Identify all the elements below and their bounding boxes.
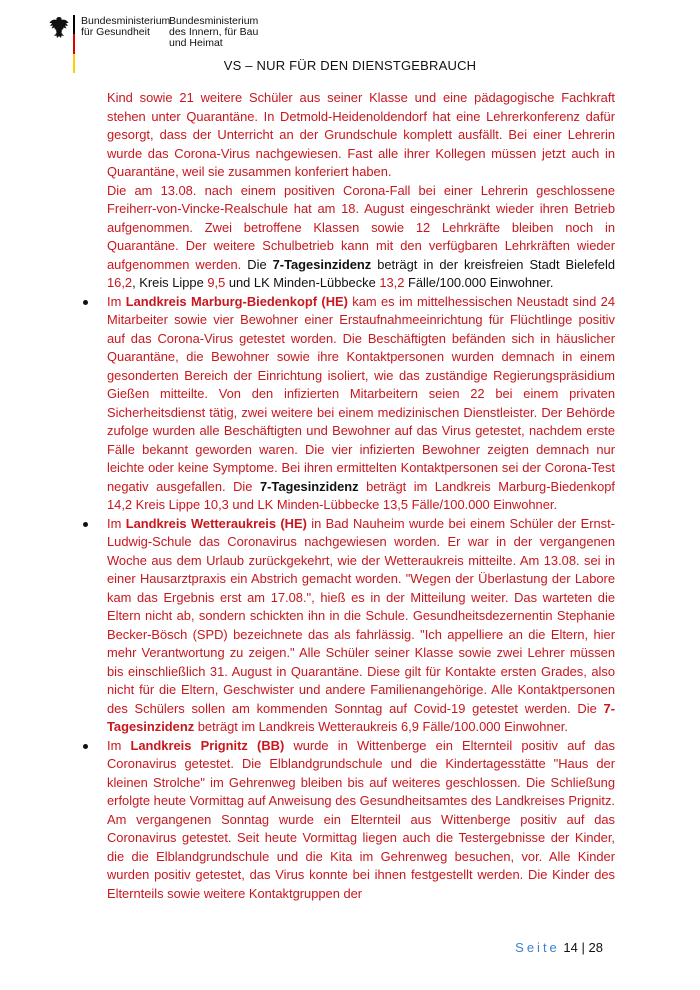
bullet-icon	[83, 744, 88, 749]
bullet-list	[107, 293, 615, 904]
list-item: Im Landkreis Wetteraukreis (HE) in Bad Nauheim wurde bei einem Schüler der Ernst-Ludwig-Schule das Coronavirus nachgewiesen worden. Er war in der vergangenen Woche aus dem Urlaub zurückgekehrt, wie der Wetteraukreis mitteilte. Am 13.08. sei in einer Hausarztpraxis ein Abstrich gemacht worden. "Wegen der Überlastung der Labore kam das Ergebnis erst am 17.08.", hieß es in der Mitteilung weiter. Das warteten die Eltern nicht ab, sondern schickten ihn in die Schule. Gesundheitsdezernentin Stephanie Becker-Bösch (SPD) bezeichnete das als fahrlässig. "Ich appelliere an die Eltern, hier mehr Verantwortung zu zeigen." Alle Schüler seiner Klasse sowie zwei Lehrer müssen bis einschließlich 31. August in Quarantäne. Diese gilt für Kontakte ersten Grades, also nicht für die Eltern, Geschwister und andere Familienangehörige. Alle Kontaktpersonen des Schülers sollen am kommenden Sonntag auf Covid-19 getestet werden. Die 7-Tagesinzidenz beträgt im Landkreis Wetteraukreis 6,9 Fälle/100.000 Einwohner.	[107, 515, 615, 737]
bullet-icon	[83, 300, 88, 305]
classification-label: VS – NUR FÜR DEN DIENSTGEBRAUCH	[223, 58, 477, 73]
page-header	[0, 0, 700, 80]
paragraph: Die am 13.08. nach einem positiven Corona-Fall bei einer Lehrerin geschlossene Freiherr-von-Vincke-Realschule hat am 18. August eingeschränkt wieder ihren Betrieb aufgenommen. Zwei betroffene Klassen sowie 12 Lehrkräfte bleiben noch in Quarantäne. Der weitere Schulbetrieb kann mit den verfügbaren Lehrkräften wieder aufgenommen werden. Die 7-Tagesinzidenz beträgt in der kreisfreien Stadt Bielefeld 16,2, Kreis Lippe 9,5 und LK Minden-Lübbecke 13,2 Fälle/100.000 Einwohner.	[107, 182, 615, 290]
document-body	[107, 89, 615, 903]
federal-eagle-icon	[49, 16, 69, 40]
ministry-health-name: Bundesministerium für Gesundheit	[81, 15, 171, 38]
page-number	[515, 940, 603, 955]
page-label: Seite	[515, 940, 560, 955]
page-separator: |	[581, 940, 585, 955]
bullet-icon	[83, 522, 88, 527]
total-pages: 28	[588, 940, 603, 955]
list-item: Im Landkreis Prignitz (BB) wurde in Wittenberge ein Elternteil positiv auf das Coronavirus getestet. Die Elblandgrundschule und die Kindertagesstätte "Haus der kleinen Strolche" im Gehrenweg bleiben bis auf weiteres geschlossen. Die Schließung erfolgte heute Vormittag auf Anweisung des Gesundheitsamtes des Landkreises Prignitz. Am vergangenen Sonntag wurde ein Elternteil aus Wittenberge positiv auf das Coronavirus getestet. Seit heute Vormittag liegen auch die Testergebnisse der Kinder, die die Elblandgrundschule und die Kita im Gehrenweg besuchen, vor. Alle Kinder wurden positiv getestet, das Virus konnte bei ihnen festgestellt werden. Die Kinder des Elternteils sowie weitere Kontaktgruppen der	[107, 737, 615, 904]
list-item: Im Landkreis Marburg-Biedenkopf (HE) kam es im mittelhessischen Neustadt sind 24 Mitarbeiter sowie vier Bewohner einer Erstaufnahmeeinrichtung für Flüchtlinge positiv auf das Corona-Virus getestet worden. Die Beschäftigten befänden sich in häuslicher Quarantäne, die Bewohner sowie ihre Kontaktpersonen wurden demnach in einem gesonderten Bereich der Einrichtung isoliert, wie das zuständige Regierungspräsidium Gießen mitteilte. Von den infizierten Mitarbeitern seien 22 bei einem privaten Sicherheitsdienst tätig, zwei weitere bei einem medizinischen Dienstleister. Der Behörde zufolge wurden alle Beschäftigten und Bewohner auf das Virus getestet, nachdem erste Fälle bekannt geworden waren. Die vier infizierten Bewohner zeigten demnach nur leichte oder keine Symptome. Bei ihren ermittelten Kontaktpersonen sei der Corona-Test negativ ausgefallen. Die 7-Tagesinzidenz beträgt im Landkreis Marburg-Biedenkopf 14,2 Kreis Lippe 10,3 und LK Minden-Lübbecke 13,5 Fälle/100.000 Einwohner.	[107, 293, 615, 515]
paragraph: Kind sowie 21 weitere Schüler aus seiner Klasse und eine pädagogische Fachkraft stehen unter Quarantäne. In Detmold-Heidenoldendorf hat eine Lehrerkonferenz dafür gesorgt, dass der Unterricht an der Grundschule komplett ausfällt. Bei einer Lehrerin wurde das Corona-Virus nachgewiesen. Fast alle ihrer Kollegen müssen jetzt auch in Quarantäne, weil sie zusammen konferiert haben.	[107, 90, 615, 179]
ministry-interior-name: Bundesministerium des Innern, für Bau und Heimat	[169, 15, 259, 49]
current-page: 14	[563, 940, 578, 955]
